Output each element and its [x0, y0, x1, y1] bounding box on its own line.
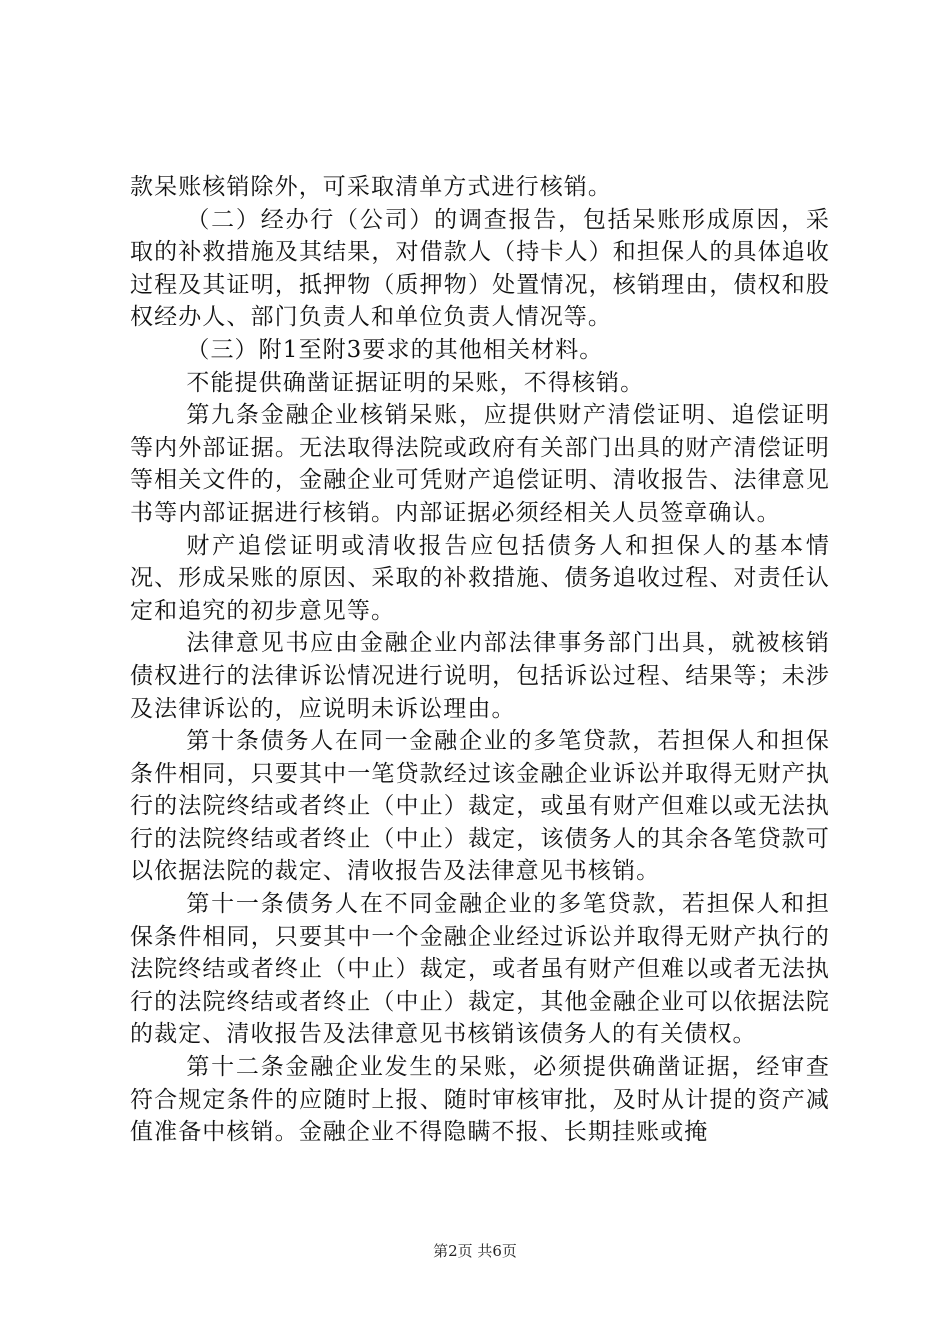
document-body — [130, 171, 830, 1149]
paragraph-continuation: 款呆账核销除外，可采取清单方式进行核销。 — [130, 174, 612, 200]
paragraph-article-11: 第十一条债务人在不同金融企业的多笔贷款，若担保人和担保条件相同，只要其中一个金融企业经过诉讼并取得无财产执行的法院终结或者终止（中止）裁定，或者虽有财产但难以或者无法执行的法院终结或者终止（中止）裁定，其他金融企业可以依据法院的裁定、清收报告及法律意见书核销该债务人的有关债权。 — [130, 891, 830, 1048]
paragraph-item-3: （三）附1至附3要求的其他相关材料。 — [186, 336, 604, 363]
paragraph-recovery-report: 财产追偿证明或清收报告应包括债务人和担保人的基本情况、形成呆账的原因、采取的补救措施、债务追收过程、对责任认定和追究的初步意见等。 — [130, 532, 830, 624]
paragraph-item-2: （二）经办行（公司）的调查报告，包括呆账形成原因，采取的补救措施及其结果，对借款人（持卡人）和担保人的具体追收过程及其证明，抵押物（质押物）处置情况，核销理由，债权和股权经办人、部门负责人和单位负责人情况等。 — [130, 206, 830, 331]
paragraph-no-evidence: 不能提供确凿证据证明的呆账，不得核销。 — [186, 369, 645, 396]
paragraph-article-10: 第十条债务人在同一金融企业的多笔贷款，若担保人和担保条件相同，只要其中一笔贷款经过该金融企业诉讼并取得无财产执行的法院终结或者终止（中止）裁定，或虽有财产但难以或无法执行的法院终结或者终止（中止）裁定，该债务人的其余各笔贷款可以依据法院的裁定、清收报告及法律意见书核销。 — [130, 728, 830, 885]
paragraph-article-12: 第十二条金融企业发生的呆账，必须提供确凿证据，经审查符合规定条件的应随时上报、随时审核审批，及时从计提的资产减值准备中核销。金融企业不得隐瞒不报、长期挂账或掩 — [130, 1054, 830, 1146]
page-number: 第2页 共6页 — [433, 1242, 517, 1260]
paragraph-legal-opinion: 法律意见书应由金融企业内部法律事务部门出具，就被核销债权进行的法律诉讼情况进行说明，包括诉讼过程、结果等；未涉及法律诉讼的，应说明未诉讼理由。 — [130, 630, 830, 722]
paragraph-article-9: 第九条金融企业核销呆账，应提供财产清偿证明、追偿证明等内外部证据。无法取得法院或政府有关部门出具的财产清偿证明等相关文件的，金融企业可凭财产追偿证明、清收报告、法律意见书等内部证据进行核销。内部证据必须经相关人员签章确认。 — [130, 402, 830, 526]
